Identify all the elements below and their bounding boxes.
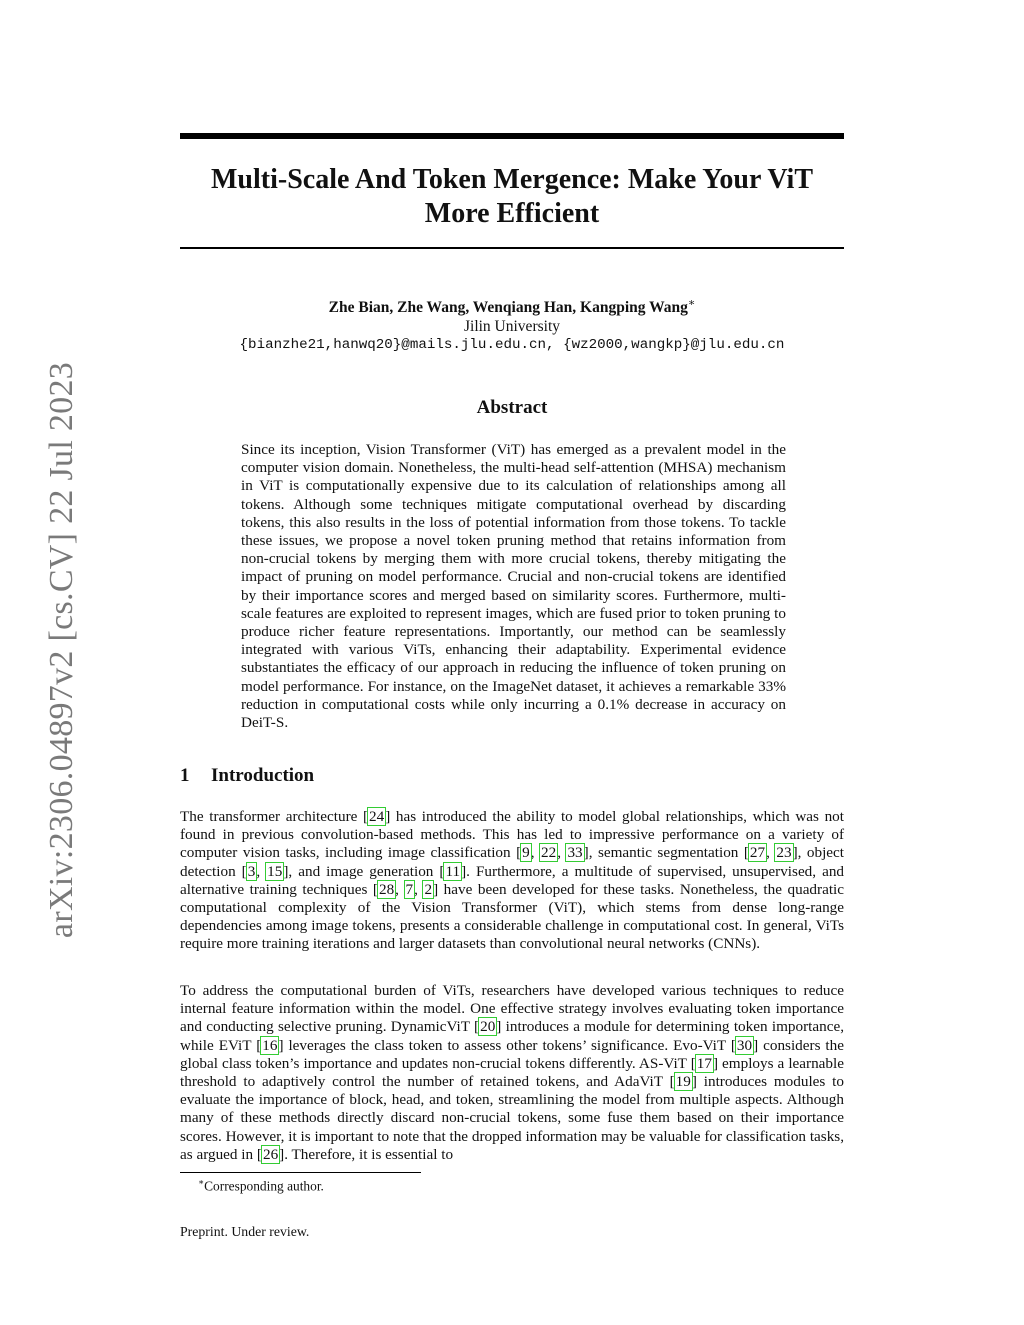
text-run: ] leverages the class token to assess other tokens’ significance. Evo-ViT [ bbox=[278, 1036, 736, 1054]
text-run: ] introduces a module for determining token importance, while EViT [ bbox=[180, 1018, 844, 1054]
text-run: ] considers the global class token’s importance and updates non-crucial tokens differently. AS-ViT [ bbox=[180, 1036, 844, 1072]
intro-paragraph-1: The transformer architecture [24] has introduced the ability to model global relationships, which was not found in previous convolution-based methods. This has led to impressive performance on a variety of computer vision tasks, including image classification [9, 22, 33], semantic segmentation [27, 23], object detection [3, 15], and image generation [11]. Furthermore, a multitude of supervised, unsupervised, and alternative training techniques [28, 7, 2] have been developed for these tasks. Nonetheless, the quadratic computational complexity of the Vision Transformer (ViT), which stems from dense long-range dependencies among image tokens, presents a considerable challenge in computational cost. In general, ViTs require more training iterations and larger datasets than convolutional neural networks (CNNs). bbox=[180, 808, 845, 953]
citation-link[interactable]: 2 bbox=[424, 880, 433, 898]
text-run: To address the computational burden of ViTs, researchers have developed various techniques to reduce internal feature information within the model. One effective strategy involves evaluating token importance and conducting selective pruning. DynamicViT [ bbox=[180, 982, 844, 1036]
arxiv-identifier: arXiv:2306.04897v2 [cs.CV] 22 Jul 2023 bbox=[43, 361, 80, 939]
citation-link[interactable]: 20 bbox=[480, 1018, 496, 1036]
footnote bbox=[198, 1177, 324, 1194]
text-run: ]. Furthermore, a multitude of supervised, unsupervised, and alternative training techniques [ bbox=[180, 862, 845, 898]
citation-link[interactable]: 17 bbox=[696, 1054, 712, 1072]
author-emails: {bianzhe21,hanwq20}@mails.jlu.edu.cn, {wz2000,wangkp}@jlu.edu.cn bbox=[239, 337, 785, 354]
citation-link[interactable]: 27 bbox=[749, 844, 766, 862]
citation-link[interactable]: 3 bbox=[247, 862, 256, 880]
title-bottom-rule bbox=[180, 247, 844, 249]
text-run: ] has introduced the ability to model global relationships, which was not found in previous convolution-based methods. This has led to impressive performance on a variety of computer vision tasks, including image classification [ bbox=[180, 808, 844, 862]
citation-link[interactable]: 19 bbox=[675, 1073, 691, 1091]
citation-link[interactable]: 24 bbox=[369, 808, 385, 825]
author-names: Zhe Bian, Zhe Wang, Wenqiang Han, Kangping Wang bbox=[328, 299, 688, 317]
citation-link[interactable]: 26 bbox=[262, 1145, 279, 1163]
abstract-heading: Abstract bbox=[476, 397, 548, 418]
text-run: ] have been developed for these tasks. Nonetheless, the quadratic computational complexity of the Vision Transformer (ViT), which stems from dense long-range dependencies among image tokens, presents a considerable challenge in computational cost. In general, ViTs require more training iterations and larger datasets than convolutional neural networks (CNNs). bbox=[180, 880, 845, 953]
footnote-rule bbox=[180, 1172, 421, 1173]
abstract-text: Since its inception, Vision Transformer (ViT) has emerged as a prevalent model in the computer vision domain. Nonetheless, the multi-head self-attention (MHSA) mechanism in ViT is computationally expensive due to its calculation of relationships among all tokens. Although some techniques mitigate computational overhead by discarding tokens, this also results in the loss of potential information from those tokens. To tackle these issues, we propose a novel token pruning method that retains information from non-crucial tokens by merging them with more crucial tokens, thereby mitigating the impact of pruning on model performance. Crucial and non-crucial tokens are identified by their importance scores and merged based on similarity scores. Furthermore, multi-scale features are exploited to represent images, which are fused prior to token pruning to produce richer feature representations. Importantly, our method can be seamlessly integrated with various ViTs, enhancing their adaptability. Experimental evidence substantiates the efficacy of our approach in reducing the influence of token pruning on model performance. For instance, on the ImageNet dataset, it achieves a remarkable 33% reduction in computational costs while only incurring a 0.1% decrease in accuracy on DeiT-S. bbox=[241, 441, 786, 732]
preprint-note: Preprint. Under review. bbox=[180, 1224, 310, 1239]
footnote-mark: ∗ bbox=[198, 1177, 205, 1187]
author-names-line bbox=[180, 294, 844, 317]
affiliation: Jilin University bbox=[463, 318, 560, 336]
citation-link[interactable]: 33 bbox=[567, 844, 583, 862]
citation-link[interactable]: 7 bbox=[405, 880, 414, 898]
title-top-rule bbox=[180, 133, 844, 139]
citation-link[interactable]: 11 bbox=[445, 862, 461, 880]
text-run: ]. Therefore, it is essential to bbox=[279, 1145, 454, 1163]
text-run: The transformer architecture [ bbox=[180, 808, 369, 825]
citation-link[interactable]: 28 bbox=[378, 880, 395, 898]
section-heading bbox=[180, 765, 314, 787]
citation-link[interactable]: 22 bbox=[541, 844, 557, 862]
text-run: ], semantic segmentation [ bbox=[583, 844, 749, 862]
text-run: ], and image generation [ bbox=[283, 862, 445, 880]
corresponding-mark: ∗ bbox=[687, 297, 696, 309]
author-block bbox=[180, 294, 844, 355]
citation-link[interactable]: 16 bbox=[262, 1036, 278, 1054]
text-run: ] employs a learnable threshold to adaptively control the number of retained tokens, and AdaViT [ bbox=[180, 1054, 844, 1091]
paper-title: Multi-Scale And Token Mergence: Make Your ViT More Efficient bbox=[211, 164, 813, 229]
citation-link[interactable]: 15 bbox=[267, 862, 283, 880]
text-run: ] introduces modules to evaluate the importance of block, head, and token, streamlining the model from multiple aspects. Although many of these methods directly discard non-crucial tokens, some fuse them based on their importance scores. However, it is important to note that the dropped information may be valuable for classification tasks, as argued in [ bbox=[180, 1073, 844, 1163]
citation-link[interactable]: 23 bbox=[776, 844, 792, 862]
citation-link[interactable]: 9 bbox=[522, 844, 530, 862]
section-number: 1 bbox=[180, 765, 190, 786]
citation-link[interactable]: 30 bbox=[736, 1036, 753, 1054]
text-run: ], object detection [ bbox=[180, 844, 844, 880]
section-title: Introduction bbox=[211, 765, 315, 786]
footnote-text: Corresponding author. bbox=[204, 1178, 324, 1194]
intro-paragraph-2 bbox=[180, 982, 844, 1164]
